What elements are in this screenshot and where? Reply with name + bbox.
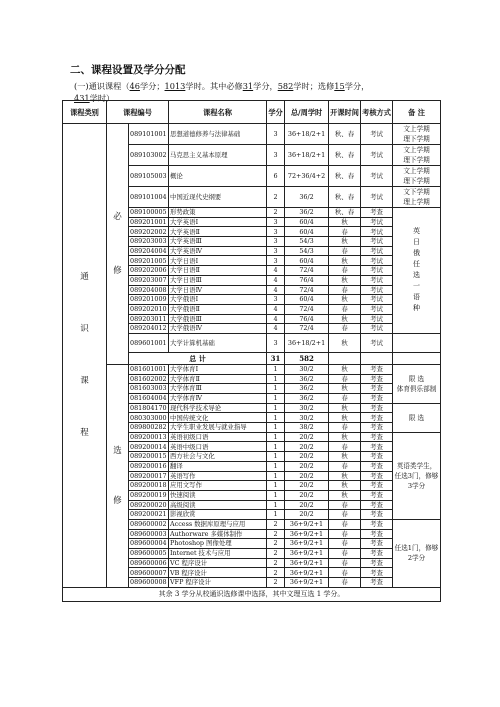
course-code: 089105003 <box>129 166 169 187</box>
course-term: 秋、春 <box>329 208 361 218</box>
course-term: 春 <box>329 549 361 559</box>
course-term: 春 <box>329 461 361 471</box>
header-term: 开课时间 <box>329 101 361 124</box>
course-credits: 2 <box>267 539 285 549</box>
elective-note-limited: 限 选 <box>393 403 441 432</box>
footer-row <box>63 587 441 601</box>
course-exam: 考试 <box>361 145 393 166</box>
course-code: 089600008 <box>130 578 167 587</box>
course-exam: 考试 <box>361 285 393 295</box>
elective-note-computer: 任选1门，修够2学分 <box>393 519 441 587</box>
elective-credits: 15 <box>334 81 345 91</box>
language-choice-note: 英 日 俄 任 选 一 语 种 <box>393 208 441 334</box>
course-remark <box>393 333 441 352</box>
course-hours: 36+9/2+1 <box>285 568 329 578</box>
course-hours: 36+9/2+1 <box>285 539 329 549</box>
course-name: 大学日语Ⅰ <box>169 256 267 266</box>
course-remark: 文上学期 理下学期 <box>393 166 441 187</box>
curriculum-table <box>62 100 441 602</box>
course-term: 秋 <box>329 481 361 491</box>
course-name: 西方社会与文化 <box>169 452 267 462</box>
course-term: 秋 <box>329 384 361 394</box>
section-title: 二、课程设置及学分分配 <box>70 64 186 76</box>
course-credits: 1 <box>267 452 285 462</box>
course-name: 英语中级口语 <box>169 442 267 452</box>
course-hours: 72/4 <box>285 324 329 334</box>
course-exam: 考查 <box>361 394 393 404</box>
course-exam: 考试 <box>361 295 393 305</box>
course-credits: 1 <box>267 394 285 404</box>
course-name: 英语写作 <box>169 471 267 481</box>
course-term: 秋 <box>329 452 361 462</box>
course-term: 秋 <box>329 403 361 413</box>
course-exam: 考试 <box>361 314 393 324</box>
course-remark: 文下学期 理上学期 <box>393 187 441 208</box>
course-name: 英语初级口语 <box>169 432 267 442</box>
course-term: 秋、春 <box>329 187 361 208</box>
course-term: 秋 <box>329 237 361 247</box>
course-name: 大学体育Ⅰ <box>169 364 267 374</box>
course-code: 089204004 <box>130 246 167 255</box>
header-exam: 考核方式 <box>361 101 393 124</box>
course-code: 089200021 <box>130 510 167 519</box>
course-credits: 1 <box>267 510 285 520</box>
course-hours: 60/4 <box>285 227 329 237</box>
course-exam: 考试 <box>361 266 393 276</box>
header-name: 课程名称 <box>169 101 267 124</box>
course-credits: 2 <box>267 519 285 529</box>
course-term: 秋 <box>329 314 361 324</box>
course-name: 大学英语Ⅲ <box>169 237 267 247</box>
course-name: 大学体育Ⅲ <box>169 384 267 394</box>
course-name: 大学生职业发展与就业指导 <box>169 423 267 433</box>
course-name: 大学体育Ⅳ <box>169 394 267 404</box>
course-code: 089101004 <box>129 187 169 208</box>
course-code: 089202010 <box>130 305 167 314</box>
course-term: 春 <box>329 285 361 295</box>
course-term: 春 <box>329 529 361 539</box>
course-name: 中国传统文化 <box>169 413 267 423</box>
course-exam: 考查 <box>361 208 393 218</box>
course-name: 大学英语Ⅳ <box>169 246 267 256</box>
course-credits: 2 <box>267 529 285 539</box>
course-credits: 3 <box>267 246 285 256</box>
table-row <box>63 364 441 374</box>
course-hours: 36/2 <box>285 187 329 208</box>
course-code: 081604004 <box>130 394 167 403</box>
course-term: 春 <box>329 324 361 334</box>
course-term: 春 <box>329 558 361 568</box>
course-code: 089103002 <box>129 145 169 166</box>
course-hours: 36+9/2+1 <box>285 549 329 559</box>
course-name: 马克思主义基本原理 <box>169 145 267 166</box>
course-hours: 36/2 <box>285 208 329 218</box>
course-credits: 1 <box>267 481 285 491</box>
course-hours: 76/4 <box>285 275 329 285</box>
course-credits: 3 <box>267 295 285 305</box>
course-code: 081603003 <box>130 384 167 393</box>
course-remark: 文上学期 理下学期 <box>393 145 441 166</box>
course-name: Access 数据库原理与应用 <box>169 519 267 529</box>
course-code: 089200020 <box>130 500 167 509</box>
course-credits: 2 <box>267 187 285 208</box>
course-code: 089200014 <box>130 442 167 451</box>
course-code: 089600007 <box>130 568 167 577</box>
course-credits: 1 <box>267 364 285 374</box>
course-code: 089203011 <box>130 314 167 323</box>
course-name: Photoshop 图像处理 <box>169 539 267 549</box>
course-exam: 考查 <box>361 364 393 374</box>
course-exam: 考查 <box>361 384 393 394</box>
course-credits: 3 <box>267 256 285 266</box>
course-name: VFP 程序设计 <box>169 578 267 588</box>
course-credits: 1 <box>267 461 285 471</box>
course-code: 081601001 <box>130 365 167 374</box>
required-credits: 31 <box>242 81 254 91</box>
course-code: 089200016 <box>130 461 167 470</box>
course-credits: 1 <box>267 432 285 442</box>
course-term: 春 <box>329 442 361 452</box>
course-term: 秋 <box>329 217 361 227</box>
course-hours: 38/2 <box>285 423 329 433</box>
category-general-label: 通 识 课 程 <box>63 124 107 588</box>
course-credits: 1 <box>267 384 285 394</box>
course-term: 春 <box>329 539 361 549</box>
course-hours: 36+18/2+1 <box>285 333 329 352</box>
course-code: 089201009 <box>130 295 167 304</box>
course-credits: 1 <box>267 374 285 384</box>
course-exam: 考试 <box>361 304 393 314</box>
total-label: 总 计 <box>129 352 267 364</box>
course-name: 大学日语Ⅳ <box>169 285 267 295</box>
course-term: 春 <box>329 394 361 404</box>
course-hours: 76/4 <box>285 314 329 324</box>
course-credits: 3 <box>267 227 285 237</box>
elective-note-pe: 限 选 体育俱乐部制 <box>393 364 441 403</box>
course-term: 秋、春 <box>329 166 361 187</box>
course-hours: 20/2 <box>285 471 329 481</box>
course-hours: 20/2 <box>285 432 329 442</box>
course-exam: 考查 <box>361 403 393 413</box>
course-name: 大学体育Ⅱ <box>169 374 267 384</box>
course-code: 089202006 <box>130 266 167 275</box>
course-credits: 6 <box>267 166 285 187</box>
course-hours: 72+36/4+2 <box>285 166 329 187</box>
course-credits: 4 <box>267 324 285 334</box>
course-name: Internet 技术与应用 <box>169 549 267 559</box>
course-name: VB 程序设计 <box>169 568 267 578</box>
course-term: 春 <box>329 227 361 237</box>
course-name: 大学日语Ⅲ <box>169 275 267 285</box>
header-credits: 学分 <box>267 101 285 124</box>
course-exam: 考查 <box>361 432 393 442</box>
header-category: 课程类别 <box>63 101 107 124</box>
course-exam: 考试 <box>361 227 393 237</box>
course-hours: 36+9/2+1 <box>285 529 329 539</box>
course-code: 089600006 <box>130 558 167 567</box>
course-exam: 考查 <box>361 558 393 568</box>
course-term: 秋 <box>329 432 361 442</box>
course-code: 089201005 <box>130 256 167 265</box>
course-credits: 3 <box>267 145 285 166</box>
course-term: 春 <box>329 246 361 256</box>
course-credits: 2 <box>267 208 285 218</box>
course-code: 089204008 <box>130 285 167 294</box>
course-name: 大学日语Ⅱ <box>169 266 267 276</box>
course-hours: 36+18/2+1 <box>285 145 329 166</box>
course-hours: 36+9/2+1 <box>285 519 329 529</box>
course-hours: 20/2 <box>285 490 329 500</box>
course-hours: 36+18/2+1 <box>285 124 329 145</box>
course-credits: 3 <box>267 333 285 352</box>
course-term: 秋 <box>329 471 361 481</box>
required-hours: 582 <box>277 81 294 91</box>
course-exam: 考查 <box>361 461 393 471</box>
course-credits: 1 <box>267 500 285 510</box>
course-code: 089202002 <box>130 227 167 236</box>
course-code: 089203003 <box>130 237 167 246</box>
total-hours: 582 <box>285 352 329 364</box>
course-code: 089601001 <box>129 333 169 352</box>
course-hours: 20/2 <box>285 452 329 462</box>
course-exam: 考查 <box>361 452 393 462</box>
course-credits: 1 <box>267 403 285 413</box>
course-exam: 考试 <box>361 324 393 334</box>
course-credits: 2 <box>267 568 285 578</box>
course-hours: 54/3 <box>285 237 329 247</box>
course-term: 春 <box>329 568 361 578</box>
course-hours: 20/2 <box>285 510 329 520</box>
course-code: 081804170 <box>130 403 167 412</box>
course-exam: 考查 <box>361 568 393 578</box>
course-remark: 文上学期 理下学期 <box>393 124 441 145</box>
course-code: 089200013 <box>130 432 167 441</box>
elective-hours: 431 <box>74 93 90 103</box>
course-exam: 考试 <box>361 246 393 256</box>
course-exam: 考查 <box>361 471 393 481</box>
course-code: 089600002 <box>130 520 167 529</box>
required-label: 必 修 <box>107 124 129 365</box>
course-code: 089600005 <box>130 549 167 558</box>
table-header-row <box>63 101 441 124</box>
course-name: 现代科学技术导论 <box>169 403 267 413</box>
course-term: 秋 <box>329 256 361 266</box>
course-credits: 4 <box>267 266 285 276</box>
table-cell <box>393 352 441 364</box>
course-credits: 3 <box>267 124 285 145</box>
course-code: 089200019 <box>130 491 167 500</box>
course-hours: 72/4 <box>285 304 329 314</box>
course-name: 影视欣赏 <box>169 510 267 520</box>
course-name: 大学英语Ⅰ <box>169 217 267 227</box>
course-code: 089201001 <box>130 217 167 226</box>
course-name: 大学俄语Ⅱ <box>169 304 267 314</box>
course-name: 翻译 <box>169 461 267 471</box>
course-credits: 4 <box>267 304 285 314</box>
total-credits: 46 <box>129 81 140 91</box>
course-code: 089101001 <box>129 124 169 145</box>
course-term: 秋 <box>329 275 361 285</box>
course-term: 秋 <box>329 364 361 374</box>
course-name: 高级阅读 <box>169 500 267 510</box>
course-exam: 考查 <box>361 539 393 549</box>
course-exam: 考查 <box>361 519 393 529</box>
course-code: 089200015 <box>130 452 167 461</box>
course-credits: 4 <box>267 314 285 324</box>
course-term: 春 <box>329 519 361 529</box>
header-code: 课程编号 <box>107 101 169 124</box>
course-exam: 考查 <box>361 510 393 520</box>
course-hours: 36+9/2+1 <box>285 578 329 588</box>
course-exam: 考查 <box>361 442 393 452</box>
course-term: 春 <box>329 423 361 433</box>
course-hours: 54/3 <box>285 246 329 256</box>
course-name: 应用文写作 <box>169 481 267 491</box>
course-hours: 20/2 <box>285 461 329 471</box>
course-exam: 考查 <box>361 529 393 539</box>
course-name: VC 程序设计 <box>169 558 267 568</box>
course-credits: 1 <box>267 423 285 433</box>
course-name: 大学英语Ⅱ <box>169 227 267 237</box>
footer-note: 其余 3 学分从校通识选修课中选择，其中文理互选 1 学分。 <box>63 587 441 601</box>
course-name: Authorware 多媒体制作 <box>169 529 267 539</box>
course-term: 春 <box>329 500 361 510</box>
total-hours: 1013 <box>164 81 186 91</box>
course-term: 秋 <box>329 333 361 352</box>
course-term: 春 <box>329 578 361 588</box>
course-name: 思想道德修养与法律基础 <box>169 124 267 145</box>
course-exam: 考查 <box>361 423 393 433</box>
course-exam: 考试 <box>361 124 393 145</box>
course-hours: 30/2 <box>285 364 329 374</box>
course-exam: 考试 <box>361 187 393 208</box>
course-code: 089100005 <box>130 208 167 217</box>
course-name: 大学计算机基础 <box>169 333 267 352</box>
course-term: 秋 <box>329 295 361 305</box>
course-credits: 3 <box>267 237 285 247</box>
course-exam: 考试 <box>361 256 393 266</box>
course-hours: 36/2 <box>285 394 329 404</box>
course-hours: 30/2 <box>285 413 329 423</box>
course-credits: 1 <box>267 490 285 500</box>
course-hours: 30/2 <box>285 403 329 413</box>
course-code: 089600004 <box>130 539 167 548</box>
course-code: 081602002 <box>130 374 167 383</box>
course-name: 大学俄语Ⅲ <box>169 314 267 324</box>
table-cell <box>329 352 361 364</box>
header-hours: 总/周学时 <box>285 101 329 124</box>
course-code: 089200017 <box>130 471 167 480</box>
course-exam: 考查 <box>361 481 393 491</box>
intro-paragraph: (一)通识课程（46学分；1013学时。其中必修31学分，582学时；选修15学分， 431学时） <box>74 81 370 103</box>
course-credits: 4 <box>267 285 285 295</box>
course-hours: 20/2 <box>285 500 329 510</box>
course-term: 秋 <box>329 413 361 423</box>
course-term: 春 <box>329 304 361 314</box>
course-name: 中国近现代史纲要 <box>169 187 267 208</box>
course-hours: 60/4 <box>285 295 329 305</box>
course-exam: 考查 <box>361 413 393 423</box>
course-code: 089204012 <box>130 324 167 333</box>
course-credits: 2 <box>267 578 285 588</box>
course-name: 大学俄语Ⅳ <box>169 324 267 334</box>
table-cell <box>361 352 393 364</box>
course-credits: 2 <box>267 558 285 568</box>
course-credits: 1 <box>267 413 285 423</box>
course-code: 089800282 <box>130 423 167 432</box>
course-exam: 考试 <box>361 333 393 352</box>
course-credits: 1 <box>267 471 285 481</box>
course-term: 春 <box>329 266 361 276</box>
total-credits: 31 <box>267 352 285 364</box>
course-hours: 36/2 <box>285 384 329 394</box>
course-exam: 考查 <box>361 374 393 384</box>
course-term: 秋 <box>329 490 361 500</box>
header-remarks: 备 注 <box>393 101 441 124</box>
course-credits: 3 <box>267 217 285 227</box>
course-hours: 20/2 <box>285 481 329 491</box>
course-term: 秋、春 <box>329 145 361 166</box>
course-term: 秋、春 <box>329 124 361 145</box>
course-hours: 36+9/2+1 <box>285 558 329 568</box>
course-exam: 考查 <box>361 549 393 559</box>
course-name: 概论 <box>169 166 267 187</box>
course-code: 080303000 <box>130 413 167 422</box>
course-hours: 60/4 <box>285 217 329 227</box>
course-code: 089200018 <box>130 481 167 490</box>
course-name: 形势政策 <box>169 208 267 218</box>
intro-label: (一)通识课程 <box>74 81 122 91</box>
course-exam: 考查 <box>361 578 393 588</box>
elective-label: 选 修 <box>107 364 129 587</box>
course-term: 春 <box>329 510 361 520</box>
course-credits: 1 <box>267 442 285 452</box>
course-hours: 36/2 <box>285 374 329 384</box>
course-exam: 考试 <box>361 166 393 187</box>
course-exam: 考试 <box>361 275 393 285</box>
course-exam: 考查 <box>361 490 393 500</box>
course-hours: 72/4 <box>285 266 329 276</box>
course-code: 089600003 <box>130 529 167 538</box>
course-code: 089203007 <box>130 275 167 284</box>
elective-note-english: 英语类学生，任选3门，修够3学分 <box>393 432 441 519</box>
course-name: 快速阅读 <box>169 490 267 500</box>
course-exam: 考试 <box>361 217 393 227</box>
course-credits: 4 <box>267 275 285 285</box>
table-row <box>63 124 441 145</box>
course-hours: 72/4 <box>285 285 329 295</box>
course-hours: 60/4 <box>285 256 329 266</box>
course-name: 大学俄语Ⅰ <box>169 295 267 305</box>
course-exam: 考查 <box>361 500 393 510</box>
course-exam: 考试 <box>361 237 393 247</box>
course-credits: 2 <box>267 549 285 559</box>
course-term: 春 <box>329 374 361 384</box>
course-hours: 20/2 <box>285 442 329 452</box>
